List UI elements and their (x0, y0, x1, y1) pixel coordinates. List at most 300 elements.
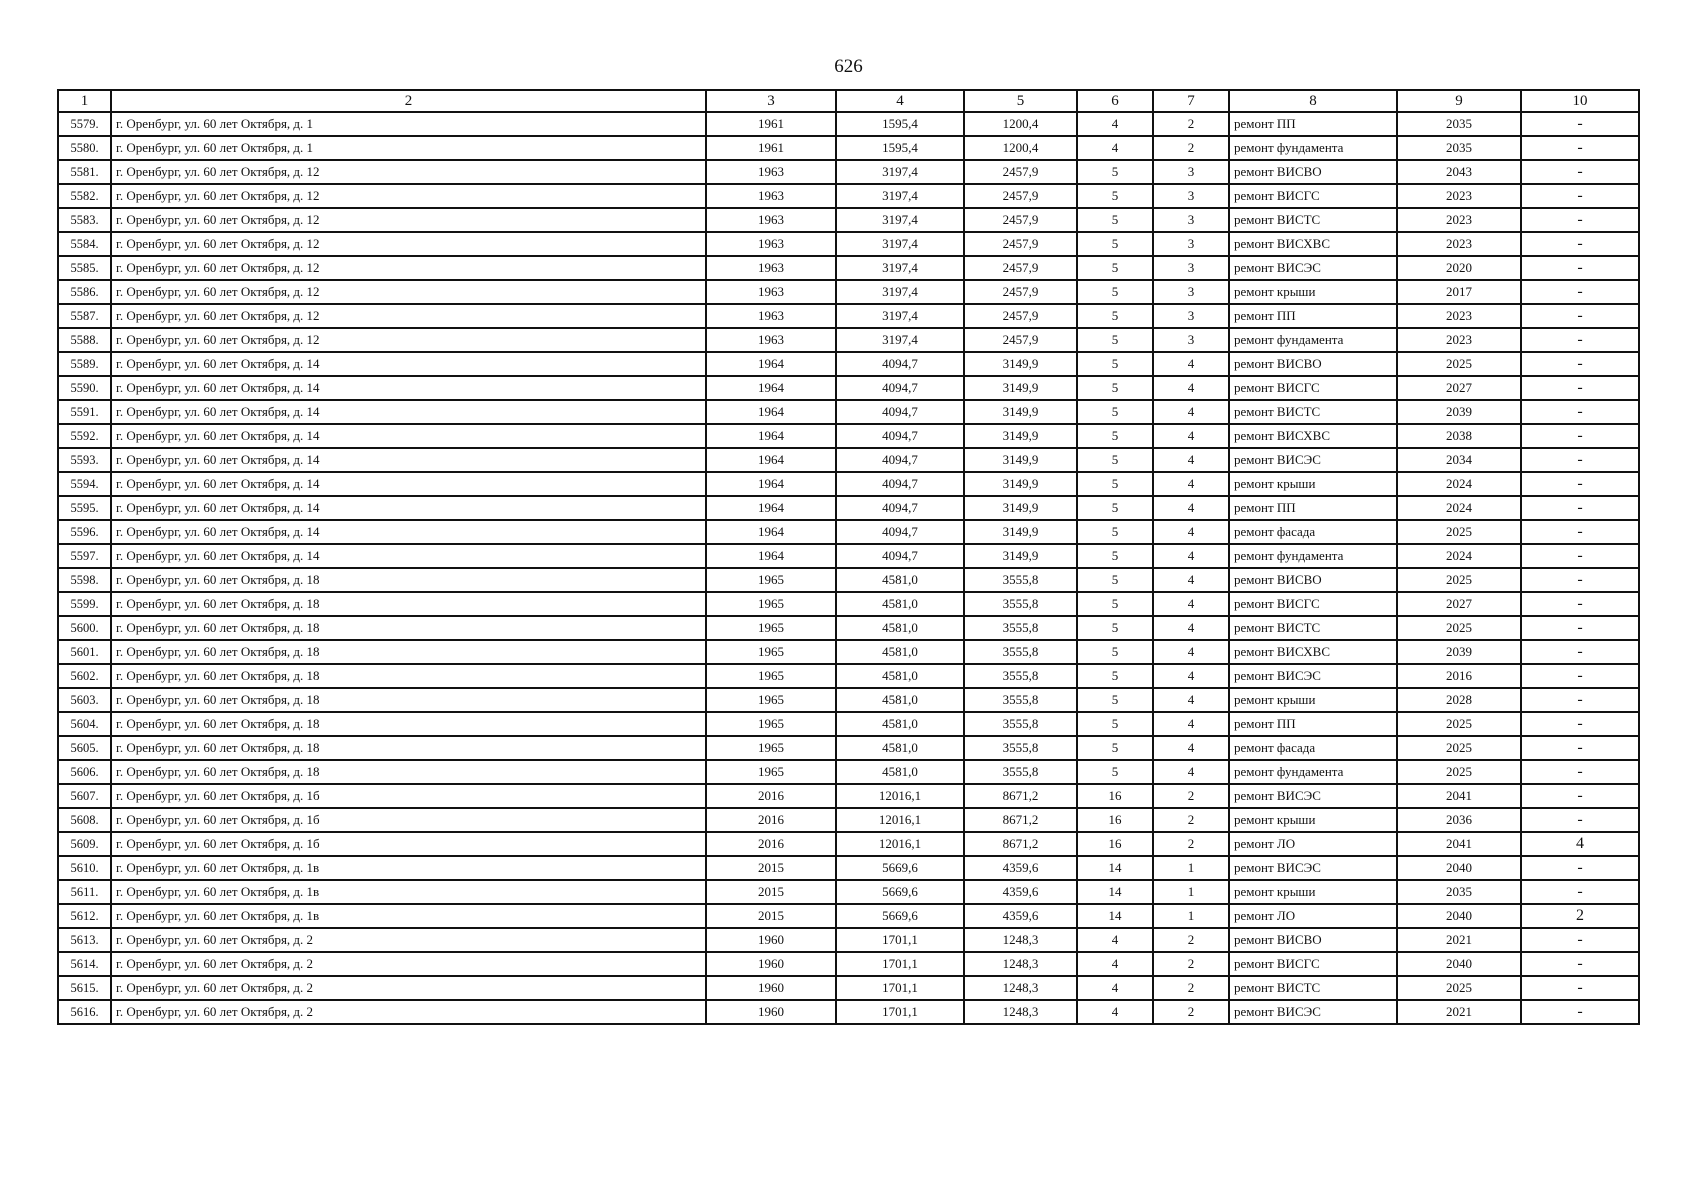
cell-work-type: ремонт ПП (1229, 304, 1397, 328)
cell-floors: 5 (1077, 256, 1153, 280)
cell-lift-count: - (1521, 880, 1639, 904)
cell-living-area: 8671,2 (964, 784, 1077, 808)
cell-row-index: 5608. (58, 808, 111, 832)
cell-floors: 5 (1077, 568, 1153, 592)
cell-entrances: 4 (1153, 352, 1229, 376)
cell-work-type: ремонт крыши (1229, 808, 1397, 832)
cell-lift-count: - (1521, 208, 1639, 232)
cell-row-index: 5605. (58, 736, 111, 760)
cell-total-area: 4581,0 (836, 592, 964, 616)
cell-floors: 5 (1077, 544, 1153, 568)
cell-row-index: 5600. (58, 616, 111, 640)
cell-address: г. Оренбург, ул. 60 лет Октября, д. 14 (111, 448, 706, 472)
cell-planned-year: 2040 (1397, 952, 1521, 976)
cell-total-area: 4581,0 (836, 664, 964, 688)
cell-year-built: 1960 (706, 976, 836, 1000)
cell-row-index: 5585. (58, 256, 111, 280)
cell-total-area: 4581,0 (836, 640, 964, 664)
cell-entrances: 1 (1153, 880, 1229, 904)
cell-address: г. Оренбург, ул. 60 лет Октября, д. 2 (111, 928, 706, 952)
cell-year-built: 1963 (706, 256, 836, 280)
cell-floors: 5 (1077, 160, 1153, 184)
cell-floors: 5 (1077, 592, 1153, 616)
table-row (58, 232, 1639, 256)
cell-planned-year: 2025 (1397, 616, 1521, 640)
table-row (58, 280, 1639, 304)
table-row (58, 448, 1639, 472)
cell-row-index: 5614. (58, 952, 111, 976)
cell-lift-count: - (1521, 760, 1639, 784)
cell-floors: 16 (1077, 808, 1153, 832)
cell-entrances: 4 (1153, 616, 1229, 640)
cell-entrances: 4 (1153, 472, 1229, 496)
cell-living-area: 8671,2 (964, 832, 1077, 856)
cell-address: г. Оренбург, ул. 60 лет Октября, д. 14 (111, 496, 706, 520)
cell-lift-count: - (1521, 952, 1639, 976)
cell-work-type: ремонт ВИСЭС (1229, 856, 1397, 880)
cell-address: г. Оренбург, ул. 60 лет Октября, д. 14 (111, 400, 706, 424)
cell-work-type: ремонт крыши (1229, 280, 1397, 304)
cell-work-type: ремонт ВИСВО (1229, 928, 1397, 952)
cell-entrances: 4 (1153, 736, 1229, 760)
cell-living-area: 4359,6 (964, 880, 1077, 904)
cell-living-area: 3555,8 (964, 664, 1077, 688)
cell-work-type: ремонт крыши (1229, 472, 1397, 496)
cell-work-type: ремонт ВИСТС (1229, 208, 1397, 232)
cell-planned-year: 2024 (1397, 472, 1521, 496)
cell-planned-year: 2035 (1397, 112, 1521, 136)
cell-row-index: 5611. (58, 880, 111, 904)
cell-living-area: 3149,9 (964, 376, 1077, 400)
cell-year-built: 2016 (706, 808, 836, 832)
cell-total-area: 3197,4 (836, 160, 964, 184)
cell-row-index: 5594. (58, 472, 111, 496)
table-row (58, 640, 1639, 664)
cell-lift-count: - (1521, 856, 1639, 880)
cell-address: г. Оренбург, ул. 60 лет Октября, д. 2 (111, 1000, 706, 1024)
cell-row-index: 5592. (58, 424, 111, 448)
cell-floors: 5 (1077, 232, 1153, 256)
cell-address: г. Оренбург, ул. 60 лет Октября, д. 14 (111, 520, 706, 544)
cell-year-built: 1963 (706, 184, 836, 208)
column-header: 8 (1229, 90, 1397, 112)
cell-lift-count: - (1521, 784, 1639, 808)
cell-year-built: 1963 (706, 208, 836, 232)
cell-floors: 5 (1077, 520, 1153, 544)
cell-total-area: 4094,7 (836, 400, 964, 424)
cell-living-area: 3555,8 (964, 736, 1077, 760)
cell-row-index: 5582. (58, 184, 111, 208)
cell-entrances: 4 (1153, 688, 1229, 712)
cell-year-built: 2015 (706, 856, 836, 880)
cell-floors: 5 (1077, 640, 1153, 664)
cell-entrances: 3 (1153, 232, 1229, 256)
cell-floors: 5 (1077, 352, 1153, 376)
cell-lift-count: - (1521, 568, 1639, 592)
cell-lift-count: - (1521, 736, 1639, 760)
cell-address: г. Оренбург, ул. 60 лет Октября, д. 1б (111, 784, 706, 808)
cell-total-area: 1701,1 (836, 976, 964, 1000)
cell-year-built: 1961 (706, 136, 836, 160)
cell-work-type: ремонт крыши (1229, 688, 1397, 712)
cell-row-index: 5613. (58, 928, 111, 952)
cell-entrances: 3 (1153, 304, 1229, 328)
cell-entrances: 3 (1153, 280, 1229, 304)
cell-work-type: ремонт ПП (1229, 712, 1397, 736)
cell-planned-year: 2038 (1397, 424, 1521, 448)
table-body (58, 112, 1639, 1024)
table-row (58, 904, 1639, 928)
table-row (58, 520, 1639, 544)
cell-planned-year: 2025 (1397, 520, 1521, 544)
table-row (58, 760, 1639, 784)
cell-floors: 5 (1077, 616, 1153, 640)
cell-floors: 14 (1077, 856, 1153, 880)
column-header: 9 (1397, 90, 1521, 112)
cell-work-type: ремонт ВИСГС (1229, 184, 1397, 208)
cell-lift-count: - (1521, 808, 1639, 832)
cell-row-index: 5583. (58, 208, 111, 232)
cell-year-built: 1965 (706, 712, 836, 736)
cell-year-built: 1960 (706, 952, 836, 976)
cell-work-type: ремонт ПП (1229, 112, 1397, 136)
cell-entrances: 2 (1153, 136, 1229, 160)
cell-year-built: 2016 (706, 784, 836, 808)
cell-lift-count: - (1521, 160, 1639, 184)
cell-lift-count: - (1521, 448, 1639, 472)
cell-work-type: ремонт ВИСТС (1229, 616, 1397, 640)
cell-living-area: 4359,6 (964, 904, 1077, 928)
cell-planned-year: 2023 (1397, 208, 1521, 232)
table-row (58, 208, 1639, 232)
cell-work-type: ремонт ВИСГС (1229, 592, 1397, 616)
cell-entrances: 4 (1153, 760, 1229, 784)
cell-work-type: ремонт ВИСХВС (1229, 232, 1397, 256)
cell-row-index: 5599. (58, 592, 111, 616)
cell-total-area: 4094,7 (836, 472, 964, 496)
cell-floors: 16 (1077, 784, 1153, 808)
cell-total-area: 4581,0 (836, 712, 964, 736)
cell-row-index: 5586. (58, 280, 111, 304)
cell-floors: 5 (1077, 184, 1153, 208)
cell-lift-count: - (1521, 688, 1639, 712)
cell-entrances: 2 (1153, 976, 1229, 1000)
cell-row-index: 5598. (58, 568, 111, 592)
cell-living-area: 3555,8 (964, 592, 1077, 616)
cell-address: г. Оренбург, ул. 60 лет Октября, д. 1в (111, 904, 706, 928)
cell-address: г. Оренбург, ул. 60 лет Октября, д. 14 (111, 424, 706, 448)
table-row (58, 832, 1639, 856)
cell-row-index: 5597. (58, 544, 111, 568)
cell-total-area: 4094,7 (836, 424, 964, 448)
cell-living-area: 2457,9 (964, 280, 1077, 304)
cell-floors: 4 (1077, 928, 1153, 952)
cell-row-index: 5595. (58, 496, 111, 520)
column-header: 5 (964, 90, 1077, 112)
cell-floors: 5 (1077, 736, 1153, 760)
cell-entrances: 4 (1153, 664, 1229, 688)
cell-living-area: 3555,8 (964, 568, 1077, 592)
cell-planned-year: 2017 (1397, 280, 1521, 304)
cell-total-area: 3197,4 (836, 208, 964, 232)
cell-entrances: 3 (1153, 160, 1229, 184)
cell-address: г. Оренбург, ул. 60 лет Октября, д. 18 (111, 760, 706, 784)
column-header: 10 (1521, 90, 1639, 112)
cell-planned-year: 2041 (1397, 832, 1521, 856)
cell-row-index: 5612. (58, 904, 111, 928)
cell-planned-year: 2035 (1397, 136, 1521, 160)
cell-lift-count: - (1521, 928, 1639, 952)
cell-planned-year: 2040 (1397, 904, 1521, 928)
cell-entrances: 3 (1153, 256, 1229, 280)
cell-address: г. Оренбург, ул. 60 лет Октября, д. 18 (111, 712, 706, 736)
cell-planned-year: 2020 (1397, 256, 1521, 280)
cell-entrances: 4 (1153, 712, 1229, 736)
cell-address: г. Оренбург, ул. 60 лет Октября, д. 12 (111, 304, 706, 328)
cell-address: г. Оренбург, ул. 60 лет Октября, д. 12 (111, 184, 706, 208)
cell-row-index: 5581. (58, 160, 111, 184)
cell-planned-year: 2040 (1397, 856, 1521, 880)
table-row (58, 304, 1639, 328)
cell-total-area: 3197,4 (836, 184, 964, 208)
table-row (58, 736, 1639, 760)
cell-planned-year: 2036 (1397, 808, 1521, 832)
table-row (58, 568, 1639, 592)
table-row (58, 376, 1639, 400)
cell-address: г. Оренбург, ул. 60 лет Октября, д. 14 (111, 376, 706, 400)
cell-total-area: 4094,7 (836, 544, 964, 568)
cell-total-area: 5669,6 (836, 904, 964, 928)
cell-living-area: 1248,3 (964, 928, 1077, 952)
cell-work-type: ремонт фасада (1229, 736, 1397, 760)
table-row (58, 592, 1639, 616)
cell-living-area: 2457,9 (964, 256, 1077, 280)
cell-row-index: 5591. (58, 400, 111, 424)
cell-living-area: 3555,8 (964, 712, 1077, 736)
cell-entrances: 4 (1153, 448, 1229, 472)
cell-living-area: 2457,9 (964, 184, 1077, 208)
cell-row-index: 5606. (58, 760, 111, 784)
cell-lift-count: - (1521, 424, 1639, 448)
cell-lift-count: - (1521, 1000, 1639, 1024)
cell-address: г. Оренбург, ул. 60 лет Октября, д. 18 (111, 688, 706, 712)
cell-address: г. Оренбург, ул. 60 лет Октября, д. 18 (111, 640, 706, 664)
cell-total-area: 4094,7 (836, 352, 964, 376)
cell-year-built: 1964 (706, 424, 836, 448)
table-row (58, 688, 1639, 712)
column-header: 3 (706, 90, 836, 112)
table-row (58, 544, 1639, 568)
cell-work-type: ремонт фундамента (1229, 328, 1397, 352)
cell-planned-year: 2027 (1397, 376, 1521, 400)
cell-entrances: 4 (1153, 376, 1229, 400)
cell-row-index: 5616. (58, 1000, 111, 1024)
cell-lift-count: - (1521, 328, 1639, 352)
cell-floors: 5 (1077, 304, 1153, 328)
cell-address: г. Оренбург, ул. 60 лет Октября, д. 18 (111, 664, 706, 688)
cell-lift-count: - (1521, 976, 1639, 1000)
cell-row-index: 5602. (58, 664, 111, 688)
table-row (58, 616, 1639, 640)
cell-planned-year: 2035 (1397, 880, 1521, 904)
cell-living-area: 2457,9 (964, 232, 1077, 256)
cell-row-index: 5601. (58, 640, 111, 664)
cell-floors: 5 (1077, 760, 1153, 784)
table-row (58, 352, 1639, 376)
table-row (58, 952, 1639, 976)
cell-planned-year: 2043 (1397, 160, 1521, 184)
table-row (58, 928, 1639, 952)
cell-floors: 5 (1077, 448, 1153, 472)
cell-planned-year: 2041 (1397, 784, 1521, 808)
cell-year-built: 1964 (706, 448, 836, 472)
cell-lift-count: - (1521, 136, 1639, 160)
cell-entrances: 2 (1153, 832, 1229, 856)
cell-entrances: 2 (1153, 952, 1229, 976)
cell-planned-year: 2025 (1397, 352, 1521, 376)
cell-total-area: 4581,0 (836, 688, 964, 712)
cell-year-built: 1960 (706, 928, 836, 952)
cell-row-index: 5588. (58, 328, 111, 352)
cell-address: г. Оренбург, ул. 60 лет Октября, д. 12 (111, 208, 706, 232)
cell-total-area: 4581,0 (836, 568, 964, 592)
cell-lift-count: - (1521, 472, 1639, 496)
cell-total-area: 5669,6 (836, 880, 964, 904)
cell-row-index: 5584. (58, 232, 111, 256)
cell-living-area: 1248,3 (964, 952, 1077, 976)
cell-entrances: 4 (1153, 400, 1229, 424)
repair-schedule-table (57, 89, 1640, 1025)
cell-address: г. Оренбург, ул. 60 лет Октября, д. 2 (111, 976, 706, 1000)
cell-lift-count: - (1521, 640, 1639, 664)
cell-total-area: 3197,4 (836, 256, 964, 280)
cell-planned-year: 2025 (1397, 712, 1521, 736)
cell-floors: 4 (1077, 976, 1153, 1000)
cell-work-type: ремонт ЛО (1229, 904, 1397, 928)
cell-year-built: 1964 (706, 400, 836, 424)
page-number: 626 (834, 56, 863, 77)
cell-floors: 5 (1077, 664, 1153, 688)
cell-row-index: 5596. (58, 520, 111, 544)
cell-entrances: 2 (1153, 928, 1229, 952)
cell-living-area: 1248,3 (964, 1000, 1077, 1024)
cell-floors: 16 (1077, 832, 1153, 856)
table-row (58, 976, 1639, 1000)
table-row (58, 1000, 1639, 1024)
table-row (58, 664, 1639, 688)
cell-work-type: ремонт ВИСЭС (1229, 256, 1397, 280)
cell-floors: 5 (1077, 688, 1153, 712)
cell-floors: 5 (1077, 712, 1153, 736)
cell-lift-count: - (1521, 184, 1639, 208)
cell-year-built: 1963 (706, 160, 836, 184)
cell-lift-count: - (1521, 400, 1639, 424)
table-row (58, 712, 1639, 736)
cell-floors: 14 (1077, 904, 1153, 928)
cell-address: г. Оренбург, ул. 60 лет Октября, д. 18 (111, 616, 706, 640)
cell-living-area: 1200,4 (964, 136, 1077, 160)
cell-address: г. Оренбург, ул. 60 лет Октября, д. 1 (111, 136, 706, 160)
table-row (58, 400, 1639, 424)
cell-total-area: 5669,6 (836, 856, 964, 880)
table-row (58, 784, 1639, 808)
cell-work-type: ремонт ВИСТС (1229, 400, 1397, 424)
cell-total-area: 1595,4 (836, 136, 964, 160)
cell-living-area: 3149,9 (964, 400, 1077, 424)
table-row (58, 184, 1639, 208)
cell-total-area: 4094,7 (836, 376, 964, 400)
cell-living-area: 3149,9 (964, 352, 1077, 376)
cell-address: г. Оренбург, ул. 60 лет Октября, д. 12 (111, 328, 706, 352)
cell-planned-year: 2025 (1397, 568, 1521, 592)
cell-lift-count: 4 (1521, 832, 1639, 856)
table-row (58, 424, 1639, 448)
cell-total-area: 3197,4 (836, 304, 964, 328)
cell-work-type: ремонт крыши (1229, 880, 1397, 904)
cell-living-area: 3555,8 (964, 640, 1077, 664)
cell-address: г. Оренбург, ул. 60 лет Октября, д. 18 (111, 568, 706, 592)
cell-lift-count: - (1521, 712, 1639, 736)
cell-work-type: ремонт ВИСВО (1229, 568, 1397, 592)
cell-entrances: 3 (1153, 208, 1229, 232)
cell-year-built: 1963 (706, 304, 836, 328)
cell-living-area: 3149,9 (964, 496, 1077, 520)
cell-living-area: 3149,9 (964, 448, 1077, 472)
cell-living-area: 4359,6 (964, 856, 1077, 880)
cell-address: г. Оренбург, ул. 60 лет Октября, д. 12 (111, 256, 706, 280)
cell-row-index: 5603. (58, 688, 111, 712)
cell-lift-count: - (1521, 664, 1639, 688)
cell-year-built: 1964 (706, 352, 836, 376)
cell-year-built: 1960 (706, 1000, 836, 1024)
cell-work-type: ремонт ВИСГС (1229, 952, 1397, 976)
cell-work-type: ремонт ВИСТС (1229, 976, 1397, 1000)
table-row (58, 880, 1639, 904)
cell-total-area: 1595,4 (836, 112, 964, 136)
cell-entrances: 4 (1153, 592, 1229, 616)
cell-row-index: 5580. (58, 136, 111, 160)
cell-address: г. Оренбург, ул. 60 лет Октября, д. 1 (111, 112, 706, 136)
cell-living-area: 8671,2 (964, 808, 1077, 832)
cell-year-built: 1965 (706, 592, 836, 616)
cell-total-area: 3197,4 (836, 280, 964, 304)
cell-entrances: 2 (1153, 1000, 1229, 1024)
cell-work-type: ремонт ВИСВО (1229, 352, 1397, 376)
cell-living-area: 2457,9 (964, 304, 1077, 328)
cell-total-area: 4094,7 (836, 448, 964, 472)
cell-planned-year: 2024 (1397, 544, 1521, 568)
cell-living-area: 2457,9 (964, 160, 1077, 184)
cell-living-area: 1248,3 (964, 976, 1077, 1000)
cell-living-area: 3555,8 (964, 760, 1077, 784)
cell-year-built: 1964 (706, 544, 836, 568)
cell-lift-count: 2 (1521, 904, 1639, 928)
column-header: 7 (1153, 90, 1229, 112)
cell-floors: 5 (1077, 496, 1153, 520)
cell-row-index: 5604. (58, 712, 111, 736)
cell-work-type: ремонт ВИСЭС (1229, 664, 1397, 688)
cell-floors: 4 (1077, 136, 1153, 160)
table-row (58, 856, 1639, 880)
table-row (58, 112, 1639, 136)
cell-year-built: 1965 (706, 640, 836, 664)
cell-total-area: 3197,4 (836, 328, 964, 352)
cell-row-index: 5593. (58, 448, 111, 472)
cell-floors: 5 (1077, 280, 1153, 304)
cell-lift-count: - (1521, 280, 1639, 304)
cell-planned-year: 2039 (1397, 640, 1521, 664)
cell-row-index: 5589. (58, 352, 111, 376)
